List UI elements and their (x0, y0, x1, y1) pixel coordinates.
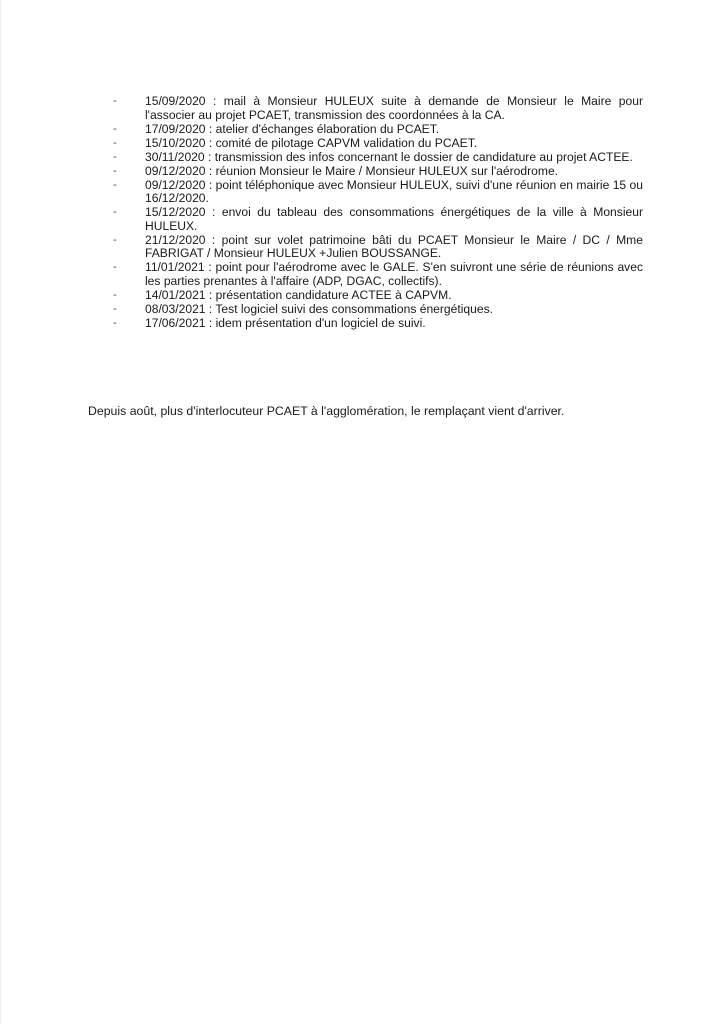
list-item (113, 303, 643, 317)
list-item (113, 234, 643, 261)
list-item (113, 165, 643, 179)
list-item (113, 123, 643, 137)
list-item-text: 08/03/2021 : Test logiciel suivi des consommations énergétiques. (145, 301, 494, 316)
list-item (113, 137, 643, 151)
list-item-text: 14/01/2021 : présentation candidature ACTEE à CAPVM. (145, 287, 452, 302)
timeline-list (113, 95, 643, 331)
list-item-text: 17/06/2021 : idem présentation d'un logiciel de suivi. (145, 315, 426, 330)
list-item (113, 261, 643, 288)
list-item (113, 179, 643, 206)
list-item-text: 09/12/2020 : point téléphonique avec Monsieur HULEUX, suivi d'une réunion en mairie 15 ou 16/12/2020. (145, 177, 643, 206)
list-marker: - (113, 95, 117, 107)
list-item-text: 17/09/2020 : atelier d'échanges élaboration du PCAET. (145, 121, 440, 136)
list-item-text: 15/09/2020 : mail à Monsieur HULEUX suite à demande de Monsieur le Maire pour l'associer au projet PCAET, transmission des coordonnées à la CA. (145, 94, 643, 122)
list-marker: - (113, 122, 117, 135)
list-marker: - (113, 136, 117, 149)
list-item (113, 151, 643, 165)
list-marker: - (113, 261, 117, 274)
list-marker: - (113, 150, 117, 163)
list-item-text: 09/12/2020 : réunion Monsieur le Maire / Monsieur HULEUX sur l'aérodrome. (145, 163, 559, 178)
list-item-text: 11/01/2021 : point pour l'aérodrome avec le GALE. S'en suivront une série de réunions avec les parties prenantes à l'affaire (ADP, DGAC, collectifs). (145, 260, 643, 288)
list-item (113, 95, 643, 122)
closing-paragraph: Depuis août, plus d'interlocuteur PCAET à l'agglomération, le remplaçant vient d'arriver. (88, 404, 565, 418)
list-marker: - (113, 233, 117, 246)
list-item (113, 289, 643, 303)
list-marker: - (113, 288, 117, 301)
list-item-text: 15/10/2020 : comité de pilotage CAPVM validation du PCAET. (145, 135, 478, 150)
list-item-text: 30/11/2020 : transmission des infos concernant le dossier de candidature au projet ACTEE. (145, 149, 633, 164)
list-item (113, 206, 643, 233)
list-item (113, 317, 643, 331)
list-marker: - (113, 178, 117, 191)
list-marker: - (113, 206, 117, 219)
list-marker: - (113, 302, 117, 315)
list-marker: - (113, 164, 117, 177)
list-item-text: 15/12/2020 : envoi du tableau des consommations énergétiques de la ville à Monsieur HULEUX. (145, 205, 643, 233)
list-item-text: 21/12/2020 : point sur volet patrimoine bâti du PCAET Monsieur le Maire / DC / Mme FABRIGAT / Monsieur HULEUX +Julien BOUSSANGE. (145, 232, 643, 261)
list-marker: - (113, 316, 117, 329)
scan-edge (0, 0, 2, 1024)
